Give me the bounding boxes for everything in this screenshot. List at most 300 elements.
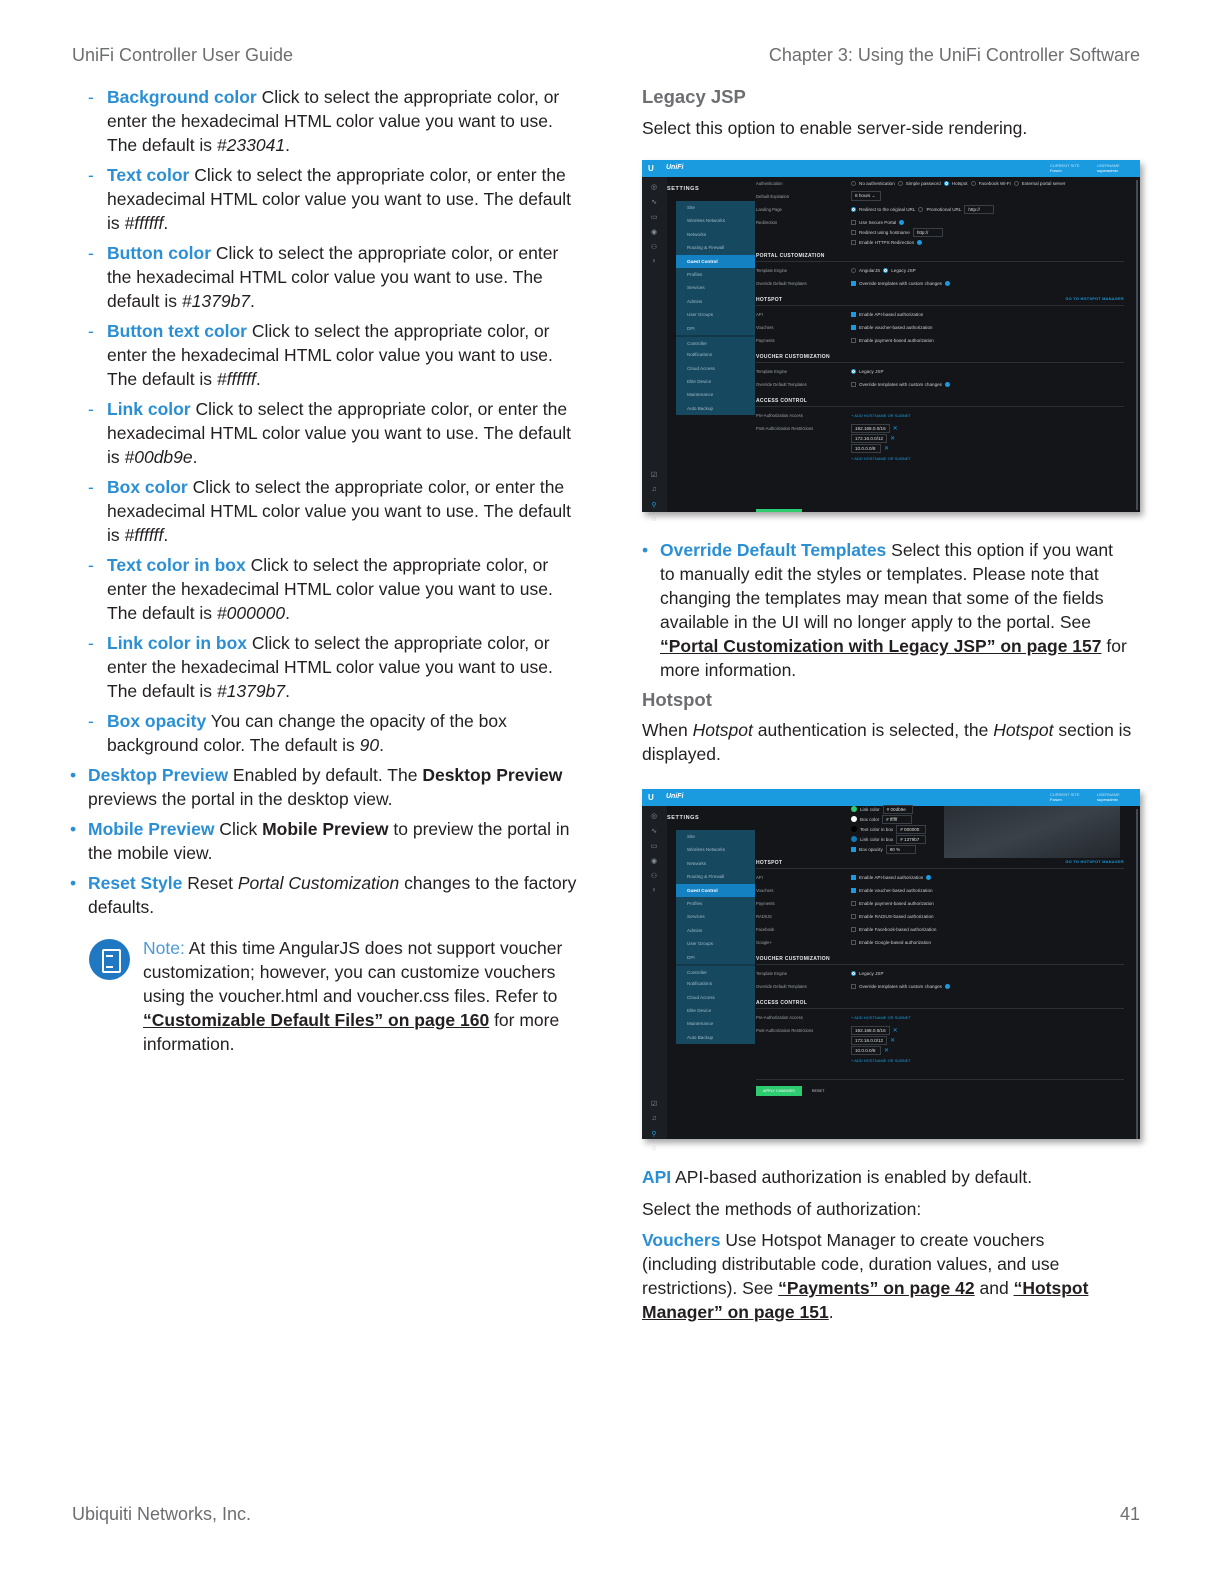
dashboard-icon[interactable]: ◎ xyxy=(650,184,658,191)
control-line xyxy=(851,1035,1124,1045)
remove-icon[interactable]: ✕ xyxy=(890,435,896,442)
color-option-item xyxy=(88,85,580,157)
radio-button[interactable] xyxy=(971,181,976,186)
sidebar-item-user-groups[interactable]: User Groups xyxy=(687,312,714,318)
option-text: Click to select the appropriate color, or enter the hexadecimal HTML color value you want to use. The default is xyxy=(107,555,553,623)
t: . xyxy=(828,1302,834,1322)
t: to preview the portal in the mobile view. xyxy=(88,819,570,863)
sidebar-item-site[interactable]: Site xyxy=(687,834,695,839)
option-default: #1379b7 xyxy=(181,291,251,311)
api-paragraph xyxy=(642,1165,1112,1189)
checkbox-label: Override templates with custom changes xyxy=(859,983,942,989)
option-text: Click to select the appropriate color, or enter the hexadecimal HTML color value you want to use. The default is xyxy=(107,399,571,467)
right-column-bottom xyxy=(642,1165,1112,1324)
t: Reset xyxy=(182,873,238,893)
username-label: USERNAME xyxy=(1097,163,1120,168)
row-controls xyxy=(851,898,1124,908)
settings-icon[interactable]: ⚲ xyxy=(651,502,657,509)
settings-row xyxy=(756,911,1124,924)
row-label: Post-Authorization Restrictions xyxy=(756,426,814,431)
section-header xyxy=(756,348,1124,363)
control-line xyxy=(851,191,1124,201)
option-default: #ffffff xyxy=(124,213,164,233)
add-label: ADD HOSTNAME OR SUBNET xyxy=(854,455,911,461)
settings-title: SETTINGS xyxy=(667,815,700,821)
control-line xyxy=(851,1025,1124,1035)
screenshot-hotspot xyxy=(642,789,1140,1152)
legacy-jsp-text: Select this option to enable server-side rendering. xyxy=(642,118,1028,138)
checkbox[interactable] xyxy=(851,927,856,932)
current-site-selector[interactable] xyxy=(1050,792,1079,802)
sidebar-item-admins[interactable]: Admins xyxy=(687,927,703,933)
link-hotspot-manager[interactable]: “Hotspot Manager” on page 151 xyxy=(642,1278,1089,1322)
control-line xyxy=(851,1012,1124,1022)
override-templates-item xyxy=(642,538,1132,682)
checkbox[interactable] xyxy=(851,984,856,989)
statistics-icon[interactable]: ∿ xyxy=(651,828,657,835)
plus-icon: + xyxy=(851,455,855,461)
alerts-icon[interactable]: ♫ xyxy=(651,486,657,493)
remove-icon[interactable]: ✕ xyxy=(892,1027,898,1034)
remove-icon[interactable]: ✕ xyxy=(884,445,890,452)
preview-option-item xyxy=(70,817,580,865)
settings-sidebar xyxy=(676,830,755,1044)
radio-button[interactable] xyxy=(851,181,856,186)
text-input[interactable]: 90 % xyxy=(886,845,916,854)
row-label: Pre-Authorization Access xyxy=(756,1015,803,1020)
add-label: ADD HOSTNAME OR SUBNET xyxy=(854,1014,911,1020)
sidebar-item-networks[interactable]: Networks xyxy=(687,860,707,866)
radio-label: Redirect to the original URL xyxy=(859,206,916,212)
go-to-hotspot-manager-link[interactable]: GO TO HOTSPOT MANAGER xyxy=(1065,860,1124,864)
row-label: API xyxy=(756,312,763,317)
scrollbar[interactable] xyxy=(1136,180,1138,510)
override-term: Override Default Templates xyxy=(660,540,887,560)
text-input[interactable]: 8 hours ⌄ xyxy=(851,191,881,201)
sidebar-item-cloud-access[interactable]: Cloud Access xyxy=(687,994,715,1000)
username-menu[interactable] xyxy=(1097,163,1120,173)
sidebar-item-routing-firewall[interactable]: Routing & Firewall xyxy=(687,874,725,880)
t: section is displayed. xyxy=(642,720,1132,764)
info-icon[interactable] xyxy=(945,281,950,286)
radio-button[interactable] xyxy=(898,181,903,186)
top-bar xyxy=(642,160,1140,177)
note-box xyxy=(89,936,579,1056)
checkbox[interactable] xyxy=(851,875,856,880)
preview-options-list xyxy=(70,763,580,919)
vouchers-term: Vouchers xyxy=(642,1230,721,1250)
color-label: Link color in box xyxy=(860,836,894,842)
t: Hotspot xyxy=(692,720,753,740)
info-icon[interactable] xyxy=(917,240,922,245)
plus-icon: + xyxy=(851,412,855,418)
clients-icon[interactable]: ⚇ xyxy=(650,244,658,251)
add-hostname-button[interactable] xyxy=(851,456,911,461)
radio-button[interactable] xyxy=(851,207,856,212)
right-column-middle xyxy=(642,538,1132,766)
sidebar-item-services[interactable]: Services xyxy=(687,285,705,291)
color-option-item xyxy=(88,319,580,391)
info-icon[interactable] xyxy=(945,984,950,989)
checkbox[interactable] xyxy=(851,338,856,343)
option-text: Click to select the appropriate color, or enter the hexadecimal HTML color value you want to use. The default is xyxy=(107,633,553,701)
map-icon[interactable]: ▭ xyxy=(650,843,658,850)
sidebar-item-services[interactable]: Services xyxy=(687,914,705,920)
add-hostname-button[interactable] xyxy=(851,1058,911,1063)
checkbox[interactable] xyxy=(851,240,856,245)
section-header xyxy=(756,392,1124,407)
option-text: Click to select the appropriate color, or enter the hexadecimal HTML color value you want to use. The default is xyxy=(107,87,560,155)
control-line xyxy=(851,309,1124,319)
row-controls xyxy=(851,885,1124,895)
sidebar-item-profiles[interactable]: Profiles xyxy=(687,900,703,906)
control-line xyxy=(851,981,1124,991)
option-text: Click to select the appropriate color, or enter the hexadecimal HTML color value you want to use. The default is xyxy=(107,243,559,311)
devices-icon[interactable]: ◉ xyxy=(650,229,658,236)
note-icon xyxy=(89,939,130,980)
remove-icon[interactable]: ✕ xyxy=(892,425,898,432)
radio-label: Hotspot xyxy=(951,180,968,186)
color-label: Link color xyxy=(860,806,880,812)
color-option-item xyxy=(88,241,580,313)
radio-button[interactable] xyxy=(851,369,856,374)
sidebar-item-networks[interactable]: Networks xyxy=(687,231,707,237)
option-text: Click to select the appropriate color, or enter the hexadecimal HTML color value you want to use. The default is xyxy=(107,321,553,389)
option-term: Button text color xyxy=(107,321,247,341)
current-site-label: CURRENT SITE xyxy=(1050,163,1080,168)
link-payments[interactable]: “Payments” on page 42 xyxy=(778,1278,975,1298)
radio-label: Simple password xyxy=(905,180,941,186)
color-option-item xyxy=(88,631,580,703)
text-input[interactable]: 10.0.0.0/8 xyxy=(851,444,881,453)
vouchers-paragraph xyxy=(642,1228,1112,1324)
note-end: for more information. xyxy=(143,1010,560,1054)
right-column-top xyxy=(642,85,1142,140)
t: . xyxy=(250,291,255,311)
ubiquiti-logo-icon: U xyxy=(648,793,654,802)
checkbox-label: Enable voucher-based authorization xyxy=(859,887,933,893)
control-line xyxy=(851,804,1124,814)
events-icon[interactable]: ☑ xyxy=(650,1101,658,1108)
text-input[interactable]: http:// xyxy=(964,205,994,214)
text-input[interactable]: # 00db9e xyxy=(883,805,913,814)
sidebar-item-elite-device[interactable]: Elite Device xyxy=(687,379,712,385)
legacy-jsp-heading: Legacy JSP xyxy=(642,86,746,107)
checkbox[interactable] xyxy=(851,901,856,906)
row-label: Override Default Templates xyxy=(756,382,807,387)
option-text: Click to select the appropriate color, or enter the hexadecimal HTML color value you want to use. The default is xyxy=(107,477,571,545)
option-term: Button color xyxy=(107,243,212,263)
chat-icon[interactable]: ◌ xyxy=(651,1145,657,1152)
info-icon[interactable] xyxy=(945,382,950,387)
insights-icon[interactable]: ♀ xyxy=(651,258,657,265)
text-input[interactable]: http:// xyxy=(913,228,943,237)
checkbox[interactable] xyxy=(851,312,856,317)
radio-button[interactable] xyxy=(918,207,923,212)
row-controls xyxy=(851,937,1124,947)
unifi-logo: UniFi xyxy=(666,164,684,171)
map-icon[interactable]: ▭ xyxy=(650,214,658,221)
add-hostname-button[interactable] xyxy=(851,1015,911,1020)
text-input[interactable]: # ffffff xyxy=(882,815,912,824)
row-label: Redirection xyxy=(756,220,778,225)
settings-row xyxy=(756,265,1124,278)
checkbox[interactable] xyxy=(851,325,856,330)
checkbox[interactable] xyxy=(851,230,856,235)
left-column xyxy=(88,85,580,925)
info-icon[interactable] xyxy=(926,875,931,880)
checkbox-label: Enable API-based authorization xyxy=(859,311,924,317)
control-line xyxy=(851,265,1124,275)
radio-button[interactable] xyxy=(851,971,856,976)
checkbox[interactable] xyxy=(851,914,856,919)
row-label: Facebook xyxy=(756,927,775,932)
control-line xyxy=(851,227,1124,237)
clients-icon[interactable]: ⚇ xyxy=(650,873,658,880)
add-label: ADD HOSTNAME OR SUBNET xyxy=(854,412,911,418)
section-title: HOTSPOT xyxy=(756,860,783,866)
radio-button[interactable] xyxy=(883,268,888,273)
option-term: Desktop Preview xyxy=(88,765,229,785)
t: Hotspot xyxy=(993,720,1054,740)
row-label xyxy=(756,804,851,807)
control-line xyxy=(851,911,1124,921)
row-label: Post-Authorization Restrictions xyxy=(756,1028,814,1033)
row-controls xyxy=(851,911,1124,921)
color-label: Text color in box xyxy=(860,826,894,832)
sidebar-item-user-groups[interactable]: User Groups xyxy=(687,941,714,947)
color-swatch[interactable] xyxy=(851,836,857,842)
devices-icon[interactable]: ◉ xyxy=(650,858,658,865)
apply-changes-button[interactable]: APPLY CHANGES xyxy=(756,1086,802,1096)
t: and xyxy=(974,1278,1014,1298)
hotspot-text xyxy=(642,718,1132,766)
row-controls xyxy=(851,278,1124,288)
row-controls xyxy=(851,366,1124,376)
link-customizable-default-files[interactable]: “Customizable Default Files” on page 160 xyxy=(143,1010,490,1030)
apply-changes-button-partial[interactable] xyxy=(756,509,802,512)
row-label: API xyxy=(756,875,763,880)
sidebar-item-profiles[interactable]: Profiles xyxy=(687,271,703,277)
settings-title: SETTINGS xyxy=(667,186,700,192)
text-input[interactable]: 192.168.0.0/16 xyxy=(851,424,890,433)
remove-icon[interactable]: ✕ xyxy=(890,1037,896,1044)
settings-row xyxy=(756,204,1124,217)
control-line xyxy=(851,335,1124,345)
sidebar-item-notifications[interactable]: Notifications xyxy=(687,352,713,358)
sidebar-item-wireless-networks[interactable]: Wireless Networks xyxy=(687,847,726,853)
username-value: superadmin xyxy=(1097,168,1118,173)
radio-label: AngularJS xyxy=(859,267,881,273)
radio-label: Legacy JSP xyxy=(891,267,916,273)
add-hostname-button[interactable] xyxy=(851,413,911,418)
info-icon[interactable] xyxy=(899,220,904,225)
plus-icon: + xyxy=(851,1057,855,1063)
t: . xyxy=(379,735,384,755)
preview-option-item xyxy=(70,763,580,811)
control-line xyxy=(851,898,1124,908)
text-input[interactable]: # 000000 xyxy=(896,825,926,834)
remove-icon[interactable]: ✕ xyxy=(884,1047,890,1054)
checkbox[interactable] xyxy=(851,847,856,852)
sidebar-item-guest-control[interactable]: Guest Control xyxy=(676,255,755,268)
option-term: Text color xyxy=(107,165,190,185)
chat-icon[interactable]: ◌ xyxy=(651,516,657,523)
control-line xyxy=(851,844,1124,854)
checkbox[interactable] xyxy=(851,220,856,225)
radio-label: Facebook Wi-Fi xyxy=(978,180,1011,186)
reset-button[interactable]: RESET xyxy=(811,1089,825,1093)
sidebar-item-routing-firewall[interactable]: Routing & Firewall xyxy=(687,245,725,251)
row-controls xyxy=(851,804,1124,854)
section-title: ACCESS CONTROL xyxy=(756,1000,808,1006)
option-term: Box color xyxy=(107,477,188,497)
go-to-hotspot-manager-link[interactable]: GO TO HOTSPOT MANAGER xyxy=(1065,297,1124,301)
link-portal-customization[interactable]: “Portal Customization with Legacy JSP” on page 157 xyxy=(660,636,1102,656)
row-controls xyxy=(851,379,1124,389)
color-option-item xyxy=(88,709,580,757)
control-line xyxy=(851,937,1124,947)
checkbox-label: Redirect using hostname xyxy=(859,229,910,235)
settings-icon[interactable]: ⚲ xyxy=(651,1131,657,1138)
scrollbar[interactable] xyxy=(1136,809,1138,1139)
color-swatch[interactable] xyxy=(851,826,857,832)
sidebar-item-auto-backup[interactable]: Auto Backup xyxy=(687,1034,714,1040)
sidebar-item-controller[interactable]: Controller xyxy=(676,335,755,348)
sidebar-item-maintenance[interactable]: Maintenance xyxy=(687,392,714,398)
option-term: Box opacity xyxy=(107,711,207,731)
settings-row xyxy=(756,898,1124,911)
settings-row xyxy=(756,924,1124,937)
text-input[interactable]: 172.16.0.0/12 xyxy=(851,1036,887,1045)
color-option-item xyxy=(88,397,580,469)
radio-button[interactable] xyxy=(1014,181,1019,186)
settings-row xyxy=(756,981,1124,994)
row-controls xyxy=(851,1012,1124,1022)
checkbox[interactable] xyxy=(851,940,856,945)
checkbox-label: Enable payment-based authorization xyxy=(859,900,934,906)
option-term: Reset Style xyxy=(88,873,183,893)
option-default: #233041 xyxy=(216,135,286,155)
control-line xyxy=(851,1055,1124,1065)
row-controls xyxy=(851,423,1124,463)
checkbox-label: Override templates with custom changes xyxy=(859,280,942,286)
checkbox-label: Enable RADIUS-based authorization xyxy=(859,913,934,919)
section-title: HOTSPOT xyxy=(756,297,783,303)
override-text: Select this option if you want to manually edit the styles or templates. Please note that changing the templates may mean that some of the fields available in the UI will no longer apply to the portal. See xyxy=(660,540,1113,632)
checkbox-label: Use Secure Portal xyxy=(859,219,897,225)
footer-company: Ubiquiti Networks, Inc. xyxy=(72,1504,252,1524)
username-label: USERNAME xyxy=(1097,792,1120,797)
settings-row xyxy=(756,366,1124,379)
radio-button[interactable] xyxy=(944,181,949,186)
radio-button[interactable] xyxy=(851,268,856,273)
alerts-icon[interactable]: ♫ xyxy=(651,1115,657,1122)
control-line xyxy=(851,410,1124,420)
current-site-selector[interactable] xyxy=(1050,163,1079,173)
row-label: Vouchers xyxy=(756,888,774,893)
control-line xyxy=(851,322,1124,332)
row-controls xyxy=(851,309,1124,319)
option-default: #ffffff xyxy=(124,525,164,545)
row-label: Template Engine xyxy=(756,268,788,273)
t: When xyxy=(642,720,693,740)
control-line xyxy=(851,178,1124,188)
section-header xyxy=(756,994,1124,1009)
option-default: #ffffff xyxy=(216,369,256,389)
sidebar-item-guest-control[interactable]: Guest Control xyxy=(676,884,755,897)
color-swatch[interactable] xyxy=(851,806,857,812)
sidebar-item-admins[interactable]: Admins xyxy=(687,298,703,304)
insights-icon[interactable]: ♀ xyxy=(651,887,657,894)
checkbox[interactable] xyxy=(851,888,856,893)
t: previews the portal in the desktop view. xyxy=(88,789,393,809)
sidebar-item-cloud-access[interactable]: Cloud Access xyxy=(687,365,715,371)
username-menu[interactable] xyxy=(1097,792,1120,802)
add-label: ADD HOSTNAME OR SUBNET xyxy=(854,1057,911,1063)
sidebar-item-dpi[interactable]: DPI xyxy=(687,954,695,960)
section-title: ACCESS CONTROL xyxy=(756,398,808,404)
option-default: #000000 xyxy=(216,603,286,623)
text-input[interactable]: 172.16.0.0/12 xyxy=(851,434,887,443)
settings-row xyxy=(756,309,1124,322)
form-buttons xyxy=(756,1079,1124,1096)
settings-row xyxy=(756,178,1124,191)
control-line xyxy=(851,443,1124,453)
control-line xyxy=(851,834,1124,844)
row-controls xyxy=(851,335,1124,345)
sidebar-item-dpi[interactable]: DPI xyxy=(687,325,695,331)
events-icon[interactable]: ☑ xyxy=(650,472,658,479)
icon-rail xyxy=(642,806,667,1152)
text-input[interactable]: 10.0.0.0/8 xyxy=(851,1046,881,1055)
color-swatch[interactable] xyxy=(851,816,857,822)
icon-rail xyxy=(642,177,667,523)
text-input[interactable]: # 1379b7 xyxy=(896,835,926,844)
statistics-icon[interactable]: ∿ xyxy=(651,199,657,206)
control-line xyxy=(851,217,1124,227)
t: Enabled by default. The xyxy=(228,765,423,785)
radio-label: Legacy JSP xyxy=(859,970,884,976)
sidebar-item-elite-device[interactable]: Elite Device xyxy=(687,1008,712,1014)
current-site-label: CURRENT SITE xyxy=(1050,792,1080,797)
color-options-list xyxy=(88,85,580,757)
sidebar-item-notifications[interactable]: Notifications xyxy=(687,981,713,987)
running-header-right: Chapter 3: Using the UniFi Controller Software xyxy=(768,45,1140,65)
row-label: Google+ xyxy=(756,940,772,945)
sidebar-item-controller[interactable]: Controller xyxy=(676,964,755,977)
radio-label: Promotional URL xyxy=(926,206,962,212)
text-input[interactable]: 192.168.0.0/16 xyxy=(851,1026,890,1035)
settings-content xyxy=(756,804,1124,1096)
control-line xyxy=(851,237,1124,247)
sidebar-item-site[interactable]: Site xyxy=(687,205,695,210)
t: . xyxy=(163,525,169,545)
checkbox[interactable] xyxy=(851,281,856,286)
settings-row xyxy=(756,423,1124,463)
sidebar-item-maintenance[interactable]: Maintenance xyxy=(687,1021,714,1027)
sidebar-item-auto-backup[interactable]: Auto Backup xyxy=(687,405,714,411)
sidebar-item-wireless-networks[interactable]: Wireless Networks xyxy=(687,218,726,224)
row-controls xyxy=(851,924,1124,934)
option-default: #1379b7 xyxy=(216,681,286,701)
control-line xyxy=(851,885,1124,895)
checkbox[interactable] xyxy=(851,382,856,387)
t: Desktop Preview xyxy=(422,765,563,785)
dashboard-icon[interactable]: ◎ xyxy=(650,813,658,820)
control-line xyxy=(851,1045,1124,1055)
checkbox-label: Enable HTTPS Redirection xyxy=(859,239,915,245)
